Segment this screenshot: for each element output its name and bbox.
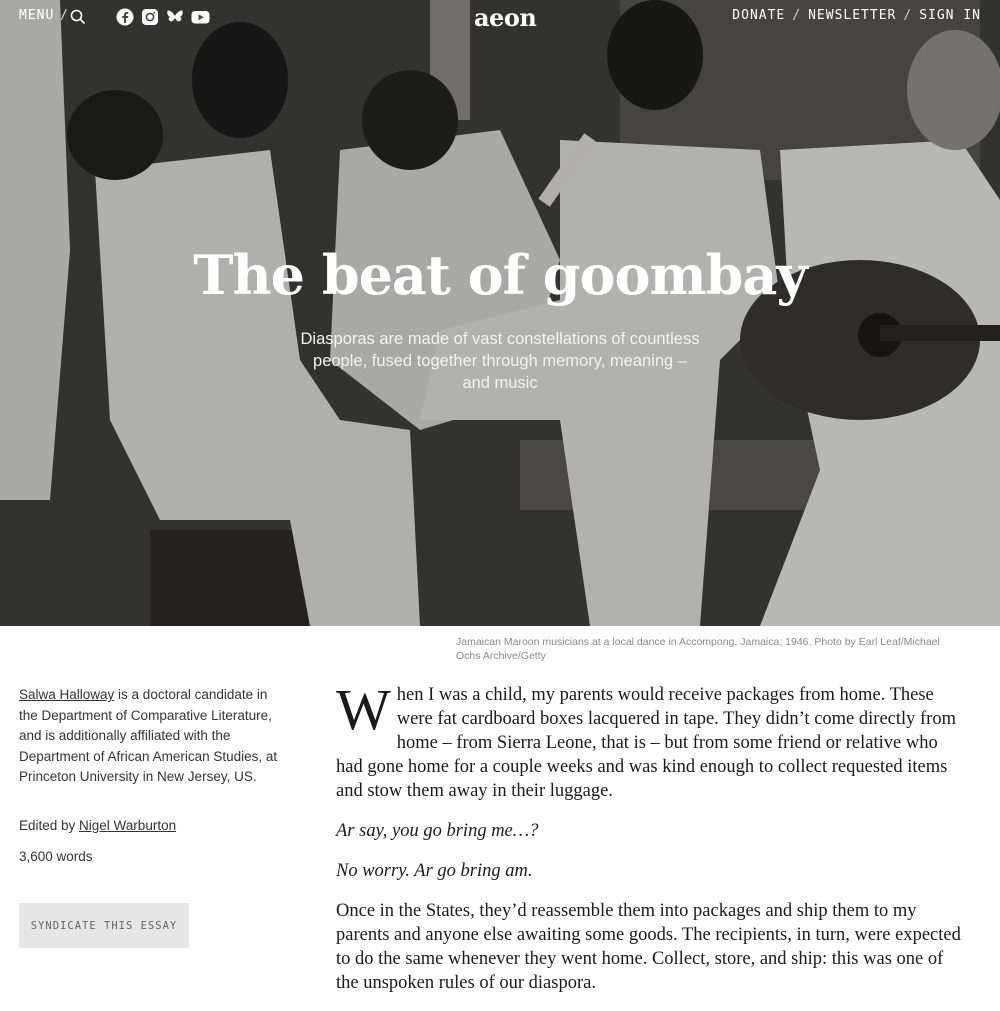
author-link[interactable]: Salwa Halloway [19, 687, 115, 702]
editor-credit [19, 818, 176, 833]
nav-separator: / [903, 8, 913, 23]
bluesky-icon[interactable] [166, 8, 184, 26]
author-bio [19, 685, 279, 788]
edited-by-label: Edited by [19, 818, 80, 833]
editor-link[interactable]: Nigel Warburton [79, 818, 177, 833]
top-navigation [0, 0, 1000, 34]
instagram-icon[interactable] [141, 8, 159, 26]
aeon-logo[interactable]: aeon [474, 3, 537, 32]
essay-title: The beat of goombay [193, 243, 807, 307]
sign-in-link[interactable]: SIGN IN [919, 8, 981, 23]
account-links [732, 8, 981, 23]
paragraph-text: hen I was a child, my parents would receive packages from home. These were fat cardboard boxes lacquered in tape. They didn’t come directly from home – from Sierra Leone, that is – but from some friend or relative who had gone home for a couple weeks and was kind enough to collect requested items and stow them away in their luggage. [336, 685, 956, 801]
article-paragraph: No worry. Ar go bring am. [336, 861, 533, 881]
facebook-icon[interactable] [116, 8, 134, 26]
syndicate-button[interactable]: SYNDICATE THIS ESSAY [19, 903, 189, 948]
article-paragraph: Once in the States, they’d reassemble them into packages and ship them to my parents and anyone else awaiting some goods. The recipients, in turn, were expected to do the same whenever they went home. Collect, store, and ship: this was one of the unspoken rules of our diaspora. [336, 901, 961, 993]
article-paragraph: Ar say, you go bring me…? [336, 821, 539, 841]
nav-separator: / [60, 8, 68, 23]
youtube-icon[interactable] [191, 8, 210, 26]
image-caption: Jamaican Maroon musicians at a local dance in Accompong, Jamaica; 1946. Photo by Earl Leaf/Michael Ochs Archive/Getty [456, 636, 940, 662]
search-icon[interactable] [70, 9, 86, 25]
article-paragraph [336, 677, 961, 803]
essay-standfirst: Diasporas are made of vast constellations of countless people, fused together through memory, meaning – and music [300, 330, 700, 392]
newsletter-link[interactable]: NEWSLETTER [808, 8, 897, 23]
author-bio-text: is a doctoral candidate in the Department of Comparative Literature, and is additionally affiliated with the Department of African American Studies, at Princeton University in New Jersey, US. [19, 687, 278, 784]
article-body [336, 677, 961, 1011]
donate-link[interactable]: DONATE [732, 8, 786, 23]
word-count: 3,600 words [19, 849, 93, 864]
nav-separator: / [792, 8, 802, 23]
drop-cap: W [336, 677, 391, 742]
menu-button[interactable]: MENU [19, 8, 55, 23]
